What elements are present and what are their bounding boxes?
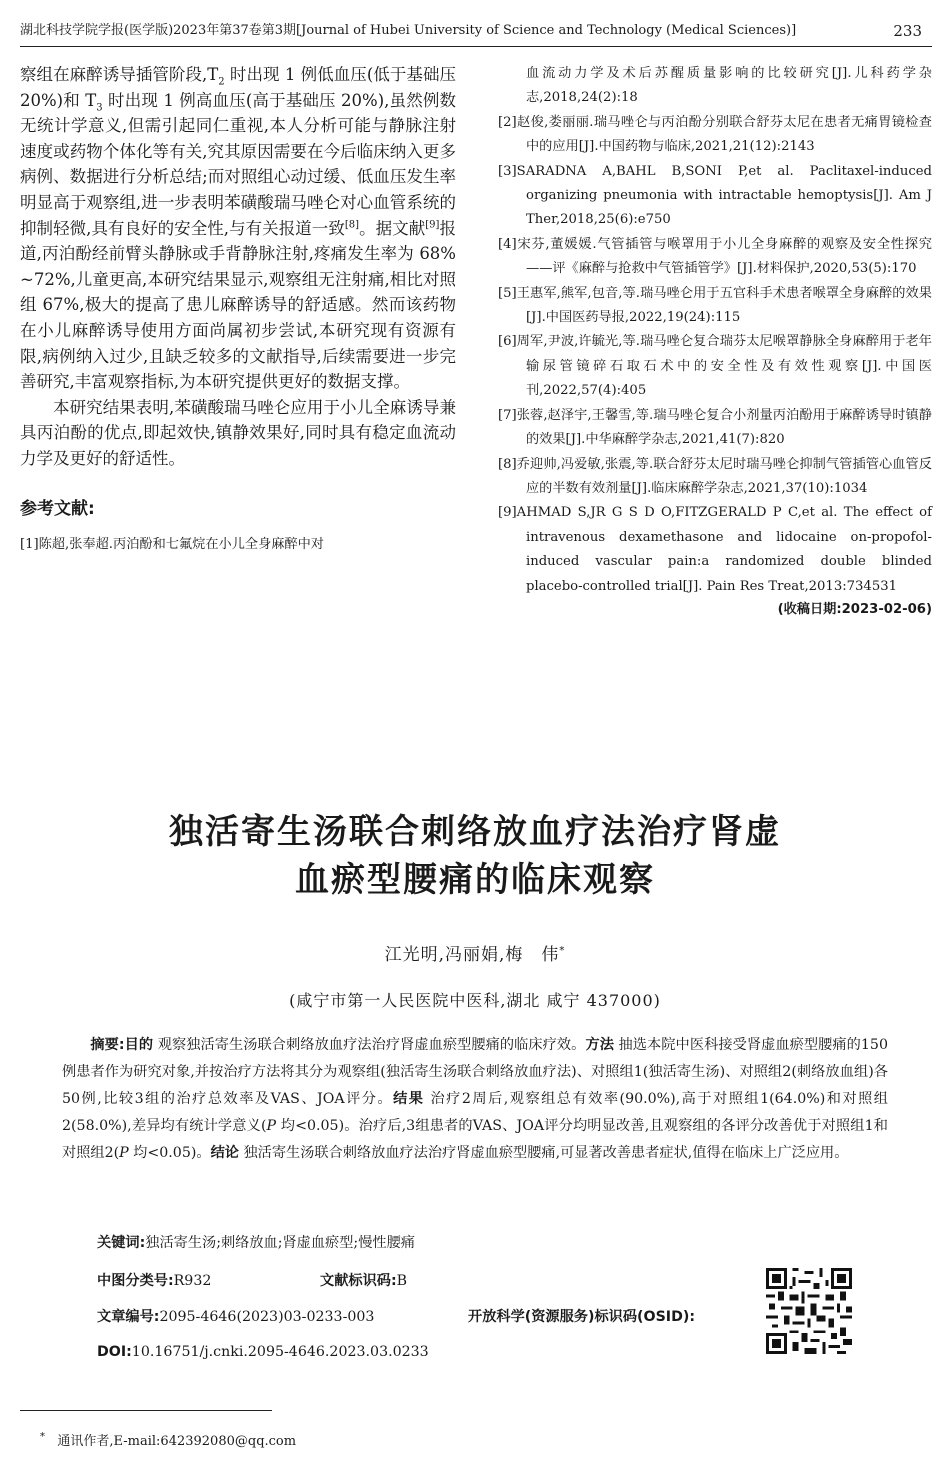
methods-text: 抽选本院中医科接受肾虚血瘀型腰痛的150例患者作为研究对象,并按治疗方法将其分为观察组(独活寄生汤联合刺络放血疗法)、对照组1(独活寄生汤)、对照组2(刺络放血组)各50例,比较3组的治疗总效率及VAS、JOA评分。 — [62, 1037, 888, 1107]
conclusion-text: 独活寄生汤联合刺络放血疗法治疗肾虚血瘀型腰痛,可显著改善患者症状,值得在临床上广泛应用。 — [238, 1145, 849, 1161]
citation-8[interactable]: [8] — [344, 219, 360, 231]
qr-code-icon[interactable] — [766, 1268, 852, 1354]
reference-6: [6]周军,尹波,许毓光,等.瑞马唑仑复合瑞芬太尼喉罩静脉全身麻醉用于老年输尿管镜碎石取石术中的安全性及有效性观察[J].中国医刊,2022,57(4):405 — [498, 334, 932, 399]
conclusion-label: 结论 — [210, 1145, 239, 1161]
methods-label: 方法 — [585, 1037, 614, 1053]
page-number: 233 — [893, 22, 922, 40]
discussion-paragraph-2: 本研究结果表明,苯磺酸瑞马唑仑应用于小儿全麻诱导兼具丙泊酚的优点,即起效快,镇静效果好,同时具有稳定血流动力学及更好的舒适性。 — [20, 397, 456, 468]
clc-number: 中图分类号:R932 — [97, 1273, 212, 1289]
article-title-line-1: 独活寄生汤联合刺络放血疗法治疗肾虚 — [169, 812, 781, 852]
doi: DOI:10.16751/j.cnki.2095-4646.2023.03.0233 — [97, 1344, 429, 1360]
author-list: 江光明,冯丽娟,梅 伟* — [384, 945, 566, 965]
article-number: 文章编号:2095-4646(2023)03-0233-003 — [97, 1309, 375, 1325]
abstract-label: 摘要: — [90, 1037, 125, 1053]
corresponding-author-mark: * — [559, 945, 566, 957]
results-label: 结果 — [393, 1091, 425, 1107]
reference-7: [7]张蓉,赵泽宇,王馨雪,等.瑞马唑仑复合小剂量丙泊酚用于麻醉诱导时镇静的效果[J].中华麻醉学杂志,2021,41(7):820 — [498, 407, 932, 448]
reference-2: [2]赵俊,娄丽丽.瑞马唑仑与丙泊酚分别联合舒芬太尼在患者无痛胃镜检查中的应用[J].中国药物与临床,2021,21(12):2143 — [498, 114, 932, 155]
references-heading: 参考文献: — [20, 498, 95, 519]
objective-label: 目的 — [124, 1037, 154, 1053]
received-date: (收稿日期:2023-02-06) — [777, 601, 932, 617]
reference-8: [8]乔迎帅,冯爱敏,张震,等.联合舒芬太尼时瑞马唑仑抑制气管插管心血管反应的半数有效剂量[J].临床麻醉学杂志,2021,37(10):1034 — [498, 456, 932, 496]
corresponding-author-footnote: * 通讯作者,E-mail:642392080@qq.com — [40, 1431, 297, 1449]
citation-9[interactable]: [9] — [425, 219, 440, 231]
running-header — [20, 20, 932, 48]
article-title — [0, 808, 950, 904]
left-column — [20, 62, 456, 557]
reference-5: [5]王惠军,熊军,包音,等.瑞马唑仑用于五官科手术患者喉罩全身麻醉的效果[J].中国医药导报,2022,19(24):115 — [498, 285, 932, 326]
document-code: 文献标识码:B — [320, 1273, 408, 1289]
reference-1-continued: 血流动力学及术后苏醒质量影响的比较研究[J].儿科药学杂志,2018,24(2):18 — [526, 66, 932, 106]
osid-label: 开放科学(资源服务)标识码(OSID): — [468, 1309, 696, 1325]
affiliation: (咸宁市第一人民医院中医科,湖北 咸宁 437000) — [289, 991, 661, 1010]
footnote-divider — [20, 1410, 272, 1411]
reference-4: [4]宋芬,董媛媛.气管插管与喉罩用于小儿全身麻醉的观察及安全性探究——评《麻醉与抢救中气管插管学》[J].材料保护,2020,53(5):170 — [498, 236, 932, 277]
header-divider — [20, 46, 932, 47]
keywords: 关键词:独活寄生汤;刺络放血;肾虚血瘀型;慢性腰痛 — [97, 1235, 415, 1251]
reference-3: [3]SARADNA A,BAHL B,SONI P,et al. Paclitaxel-induced organizing pneumonia with intractable hemoptysis[J]. Am J Ther,2018,25(6):e750 — [498, 163, 932, 228]
reference-9: [9]AHMAD S,JR G S D O,FITZGERALD P C,et al. The effect of intravenous dexamethasone and lidocaine on-propofol-induced vascular pain:a randomized double blinded placebo-controlled trial[J]. Pain Res Treat,2013:734531 — [498, 505, 932, 594]
reference-1: [1]陈超,张奉超.丙泊酚和七氟烷在小儿全身麻醉中对 — [20, 536, 324, 552]
abstract: 摘要:目的 观察独活寄生汤联合刺络放血疗法治疗肾虚血瘀型腰痛的临床疗效。方法 抽选本院中医科接受肾虚血瘀型腰痛的150例患者作为研究对象,并按治疗方法将其分为观察组(独活寄生汤联合刺络放血疗法)、对照组1(独活寄生汤)、对照组2(刺络放血组)各50例,比较3组的治疗总效率及VAS、JOA评分。结果 治疗2周后,观察组总有效率(90.0%),高于对照组1(64.0%)和对照组2(58.0%),差异均有统计学意义(P 均<0.05)。治疗后,3组患者的VAS、JOA评分均明显改善,且观察组的各评分改善优于对照组1和对照组2(P 均<0.05)。结论 独活寄生汤联合刺络放血疗法治疗肾虚血瘀型腰痛,可显著改善患者症状,值得在临床上广泛应用。 — [62, 1037, 888, 1161]
discussion-paragraph-1: 察组在麻醉诱导插管阶段$,T_2$ 时出现 1 例低血压(低于基础压 20%)和 $T_3$ 时出现 1 例高血压(高于基础压 20%),虽然例数无统计学意义,但需引起同仁重视,本人分析可能与静脉注射速度或药物个体化等有关,究其原因需要在今后临床纳入更多病例、数据进行分析总结;而对照组心动过缓、低血压发生率明显高于观察组,进一步表明苯磺酸瑞马唑仑对心血管系统的抑制轻微,具有良好的安全性,与有关报道一致[8]。据文献[9]报道,丙泊酚经前臂头静脉或手背静脉注射,疼痛发生率为 68% ~72%,儿童更高,本研究结果显示,观察组无注射痛,相比对照组 67%,极大的提高了患儿麻醉诱导的舒适感。然而该药物在小儿麻醉诱导使用方面尚属初步尝试,本研究现有资源有限,病例纳入过少,且缺乏较多的文献指导,后续需要进一步完善研究,丰富观察指标,为本研究提供更好的数据支撑。 — [20, 65, 456, 392]
objective-text: 观察独活寄生汤联合刺络放血疗法治疗肾虚血瘀型腰痛的临床疗效。 — [153, 1037, 586, 1053]
journal-header: 湖北科技学院学报(医学版)2023年第37卷第3期[Journal of Hubei University of Science and Technology (Medical Sciences)] — [20, 23, 797, 38]
article-title-line-2: 血瘀型腰痛的临床观察 — [295, 860, 655, 900]
right-column — [498, 62, 932, 621]
